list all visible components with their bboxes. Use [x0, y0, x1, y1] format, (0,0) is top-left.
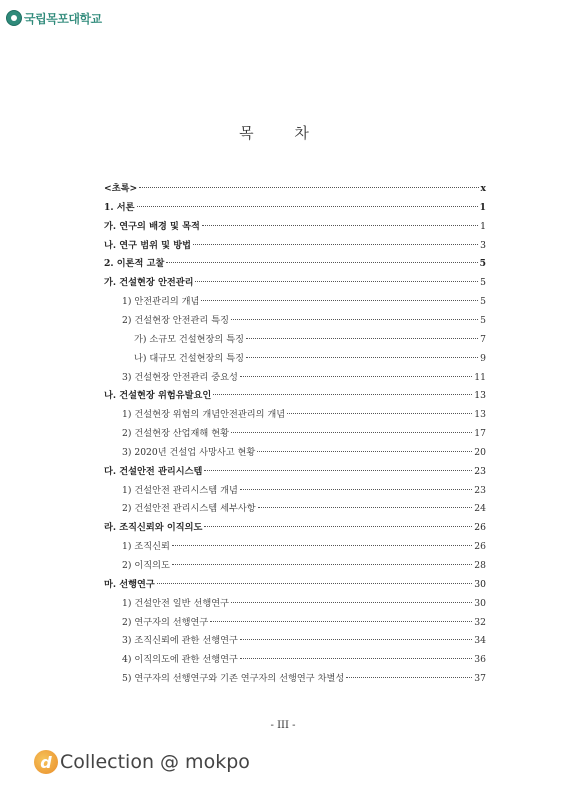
toc-entry-label: <초록>	[104, 183, 138, 194]
toc-entry-label: 나. 연구 범위 및 방법	[104, 239, 191, 251]
toc-entry	[104, 312, 486, 330]
toc-entry-page: 13	[474, 390, 486, 402]
toc-leader-dots	[287, 413, 472, 414]
toc-leader-dots	[172, 564, 472, 565]
toc-entry-label: 1) 건설현장 위험의 개념안전관리의 개념	[122, 409, 286, 421]
toc-leader-dots	[204, 470, 472, 471]
toc-entry	[104, 595, 486, 613]
toc-entry	[104, 463, 486, 481]
toc-entry-label: 다. 건설안전 관리시스템	[104, 465, 203, 477]
toc-entry	[104, 482, 486, 500]
toc-entry-label: 3) 건설현장 안전관리 중요성	[122, 371, 238, 383]
toc-entry-page: 26	[474, 541, 486, 553]
toc-entry-label: 2) 건설현장 안전관리 특징	[122, 314, 229, 326]
toc-leader-dots	[157, 583, 473, 584]
university-logo	[6, 6, 110, 30]
university-seal-icon	[6, 10, 22, 26]
toc-leader-dots	[231, 432, 472, 433]
toc-entry-page: 5	[480, 296, 486, 308]
toc-entry	[104, 199, 486, 217]
toc-leader-dots	[213, 394, 472, 395]
university-logo-text: 국립목포대학교	[24, 11, 102, 26]
toc-entry-page: 5	[480, 277, 486, 289]
toc-entry	[104, 387, 486, 405]
toc-leader-dots	[204, 526, 472, 527]
toc-leader-dots	[139, 187, 478, 188]
toc-entry	[104, 651, 486, 669]
toc-entry	[104, 538, 486, 556]
toc-entry-page: 3	[480, 239, 486, 251]
toc-entry	[104, 632, 486, 650]
toc-entry-page: 23	[474, 465, 486, 477]
toc-leader-dots	[193, 244, 478, 245]
toc-entry-label: 3) 조직신뢰에 관한 선행연구	[122, 635, 238, 647]
toc-entry-label: 1. 서론	[104, 201, 135, 213]
dcollection-brand-text: Collection @ mokpo	[60, 751, 250, 773]
toc-leader-dots	[240, 376, 472, 377]
toc-entry-label: 4) 이직의도에 관한 선행연구	[122, 654, 238, 666]
toc-entry-label: 2) 이직의도	[122, 560, 170, 571]
toc-entry-page: 13	[474, 409, 486, 421]
page-number: - III -	[270, 720, 296, 731]
toc-entry-label: 3) 2020년 건설업 사망사고 현황	[122, 446, 256, 458]
toc-entry-page: 17	[474, 428, 486, 440]
toc-entry-page: 5	[480, 314, 486, 326]
toc-entry-page: 1	[479, 201, 486, 213]
toc-entry-page: 36	[474, 654, 486, 666]
toc-entry	[104, 237, 486, 255]
toc-entry	[104, 444, 486, 462]
toc-entry	[104, 180, 486, 198]
toc-entry-label: 2. 이론적 고찰	[104, 258, 165, 270]
toc-entry-label: 마. 선행연구	[104, 578, 155, 590]
toc-entry-label: 가) 소규모 건설현장의 특징	[134, 333, 244, 345]
toc-entry	[104, 576, 486, 594]
toc-entry-page: 9	[480, 352, 486, 364]
toc-leader-dots	[246, 357, 478, 358]
toc-leader-dots	[258, 507, 473, 508]
toc-entry-page: 37	[474, 673, 486, 685]
toc-leader-dots	[201, 300, 478, 301]
toc-entry-label: 2) 건설안전 관리시스템 세부사항	[122, 503, 256, 515]
toc-entry	[104, 218, 486, 236]
toc-entry-label: 1) 조직신뢰	[122, 541, 170, 553]
toc-entry-label: 1) 안전관리의 개념	[122, 296, 200, 308]
toc-leader-dots	[257, 451, 472, 452]
toc-entry-label: 나) 대규모 건설현장의 특징	[134, 352, 244, 364]
toc-entry-label: 가. 연구의 배경 및 목적	[104, 220, 200, 232]
toc-entry	[104, 274, 486, 292]
toc-leader-dots	[195, 281, 478, 282]
toc-entry-label: 라. 조직신뢰와 이직의도	[104, 522, 203, 534]
toc-leader-dots	[240, 658, 472, 659]
toc-entry	[104, 614, 486, 632]
toc-entry	[104, 255, 486, 273]
toc-leader-dots	[231, 319, 478, 320]
toc-leader-dots	[246, 338, 478, 339]
toc-leader-dots	[346, 677, 472, 678]
toc-entry-page: 24	[474, 503, 486, 515]
toc-entry-label: 1) 건설안전 관리시스템 개념	[122, 484, 238, 496]
toc-entry-page: 28	[474, 560, 486, 571]
toc-entry-page: 20	[474, 446, 486, 458]
toc-entry-page: 1	[480, 220, 486, 232]
toc-leader-dots	[137, 206, 478, 207]
toc-entry	[104, 670, 486, 688]
toc-entry-label: 1) 건설안전 일반 선행연구	[122, 597, 229, 609]
toc-entry	[104, 425, 486, 443]
toc-leader-dots	[240, 639, 472, 640]
toc-leader-dots	[231, 602, 472, 603]
toc-leader-dots	[210, 621, 472, 622]
toc-entry	[104, 293, 486, 311]
toc-leader-dots	[202, 225, 478, 226]
toc-entry-page: 11	[474, 371, 486, 383]
toc-entry-label: 가. 건설현장 안전관리	[104, 277, 194, 289]
toc-entry	[104, 557, 486, 575]
toc-entry-label: 2) 연구자의 선행연구	[122, 616, 209, 628]
toc-entry-page: x	[480, 183, 486, 194]
toc-entry-label: 5) 연구자의 선행연구와 기존 연구자의 선행연구 차별성	[122, 673, 345, 685]
dcollection-logo-icon: d	[34, 750, 58, 774]
toc-entry	[104, 331, 486, 349]
toc-entry-page: 23	[474, 484, 486, 496]
toc-entry	[104, 406, 486, 424]
toc-entry-label: 나. 건설현장 위험유발요인	[104, 390, 212, 402]
toc-entry-page: 30	[474, 597, 486, 609]
toc-entry-page: 5	[479, 258, 486, 270]
toc-entry	[104, 369, 486, 387]
toc-entry-page: 32	[474, 616, 486, 628]
toc-leader-dots	[240, 489, 472, 490]
toc-entry-label: 2) 건설현장 산업재해 현황	[122, 428, 229, 440]
toc-leader-dots	[166, 262, 477, 263]
toc-entry	[104, 350, 486, 368]
toc-entry	[104, 500, 486, 518]
toc-leader-dots	[172, 545, 472, 546]
toc-entry-page: 34	[474, 635, 486, 647]
dcollection-logo	[34, 750, 250, 774]
toc-entry-page: 26	[474, 522, 486, 534]
toc-entry-page: 30	[474, 578, 486, 590]
toc-entry-page: 7	[480, 333, 486, 345]
toc-entry	[104, 519, 486, 537]
toc-title: 목 차	[239, 124, 327, 142]
